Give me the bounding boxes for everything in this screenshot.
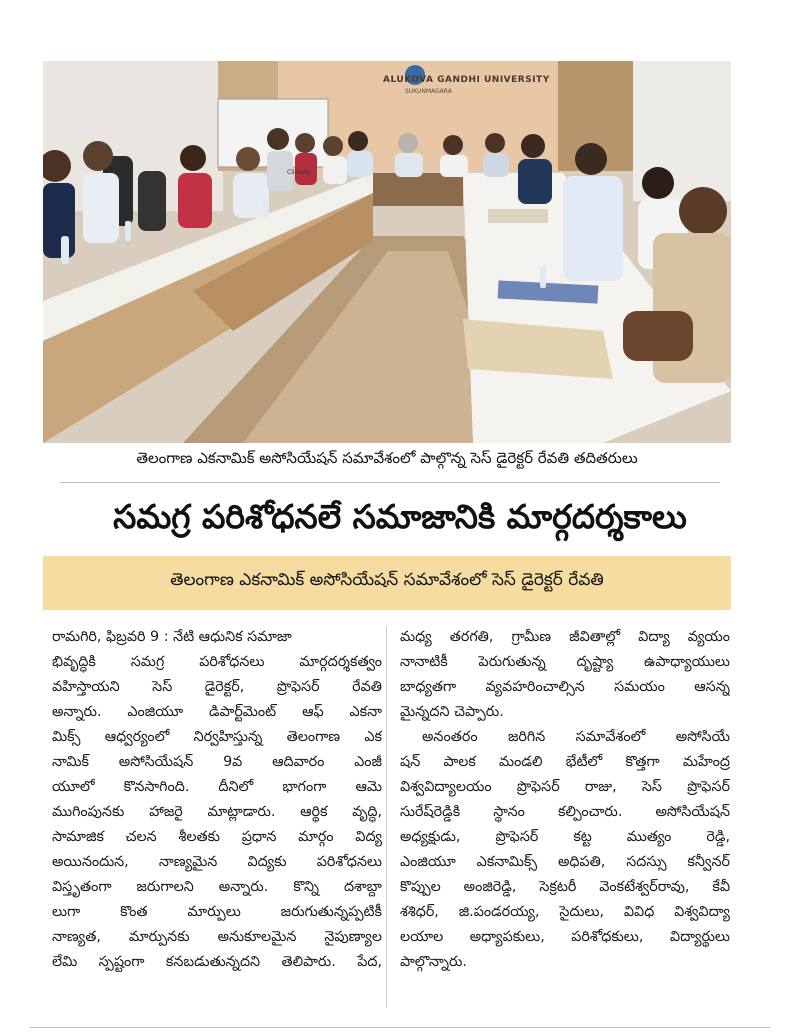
article-line: అన్నారు. ఎంజియూ డిపార్ట్‌మెంట్ ఆఫ్ ఎకనా (52, 704, 382, 720)
article-line: అనంతరం జరిగిన సమావేశంలో అసోసియే (422, 729, 730, 745)
article-line: యూలో కొనసాగింది. దీనిలో భాగంగా ఆమె (52, 779, 382, 795)
article-line: రామగిరి, ఫిబ్రవరి 9 : నేటి ఆధునిక సమాజా (52, 629, 292, 645)
university-sign-subtitle: SUKUNMAGARA (405, 88, 452, 95)
caption-divider (60, 482, 720, 483)
subheadline: తెలంగాణ ఎకనామిక్ అసోసియేషన్ సమావేశంలో సెస్ డైరెక్టర్ రేవతి (170, 570, 604, 590)
article-line: విస్తృతంగా జరుగాలని అన్నారు. కొన్ని దశాబ్దా (52, 879, 382, 895)
article-line: కొప్పుల అంజిరెడ్డి, సెక్రటరీ వెంకటేశ్వర్‌రావు, కేవీ (400, 879, 730, 895)
article-line: ఎంజియూ ఎకనామిక్స్ అధిపతి, సదస్సు కన్వీనర్ (400, 854, 730, 870)
article-line: లయాల అధ్యాపకులు, పరిశోధకులు, విద్యార్థులు (400, 929, 730, 945)
article-line: శశిధర్, జి.పండరయ్య, సైదులు, వివిధ విశ్వవిద్యా (400, 904, 730, 920)
article-line: అయినందున, నాణ్యమైన విద్యకు పరిశోధనలు (52, 854, 382, 870)
article-line: పాల్గొన్నారు. (400, 954, 467, 970)
article-line: బాధ్యతగా వ్యవహరించాల్సిన సమయం ఆసన్న (400, 679, 730, 695)
article-line: మైన్నదని చెప్పారు. (400, 704, 504, 720)
article-line: అధ్యక్షుడు, ప్రొఫెసర్ కట్ట ముత్యం రెడ్డి, (400, 829, 730, 845)
article-line: షన్ పాలక మండలి భేటీలో కొత్తగా మహేంద్ర (400, 754, 730, 770)
article-line: వహిస్తాయని సెస్ డైరెక్టర్, ప్రొఫెసర్ రేవతి (52, 679, 382, 695)
article-line: విశ్వవిద్యాలయం ప్రొఫెసర్ రాజు, సెస్ ప్రొఫెసర్ (400, 779, 730, 795)
column-divider (386, 626, 387, 1008)
article-line: లుగా కొంత మార్పులు జరుగుతున్నప్పటికీ (52, 904, 382, 920)
article-line: మిక్స్ ఆధ్వర్యంలో నిర్వహిస్తున్న తెలంగాణ ఎక (52, 729, 382, 745)
article-column-left (52, 625, 382, 975)
article-line: మధ్య తరగతి, గ్రామీణ జీవితాల్లో విద్యా వ్యయం (400, 629, 730, 645)
bottom-rule (30, 1027, 770, 1028)
university-sign: ALUKOVA GANDHI UNIVERSITY (383, 75, 550, 85)
article-line: నాణ్యత, మార్పునకు అనుకూలమైన నైపుణ్యాల (52, 929, 382, 945)
attendees-center (395, 133, 509, 177)
article-line: సురేష్‌రెడ్డికి స్థానం కల్పించారు. అసోసియేషన్ (400, 804, 730, 820)
article-line: నానాటికీ పెరుగుతున్న దృష్ట్యా ఉపాధ్యాయులు (400, 654, 730, 670)
headline: సమగ్ర పరిశోధనలే సమాజానికి మార్గదర్శకాలు (113, 497, 687, 536)
subheadline-band (43, 556, 731, 610)
screen-title: Climate (287, 169, 311, 176)
article-line: ముగింపునకు హాజరై మాట్లాడారు. ఆర్థిక వృద్ధి, (52, 804, 382, 820)
article-column-right (400, 625, 730, 975)
news-photo (43, 61, 731, 443)
article-line: భివృద్ధికి సమగ్ర పరిశోధనలు మార్గదర్శకత్వం (52, 654, 382, 670)
photo-caption: తెలంగాణ ఎకనామిక్ అసోసియేషన్ సమావేశంలో పాల్గొన్న సెస్ డైరెక్టర్ రేవతి తదితరులు (136, 449, 638, 467)
meeting-room-illustration (43, 61, 731, 443)
article-line: లేమి స్పష్టంగా కనబడుతున్నదని తెలిపారు. పేద, (52, 954, 382, 970)
article-line: నామిక్ అసోసియేషన్ 9వ ఆదివారం ఎంజీ (52, 754, 382, 770)
article-line: సామాజిక చలన శీలతకు ప్రధాన మార్గం విద్య (52, 829, 382, 845)
